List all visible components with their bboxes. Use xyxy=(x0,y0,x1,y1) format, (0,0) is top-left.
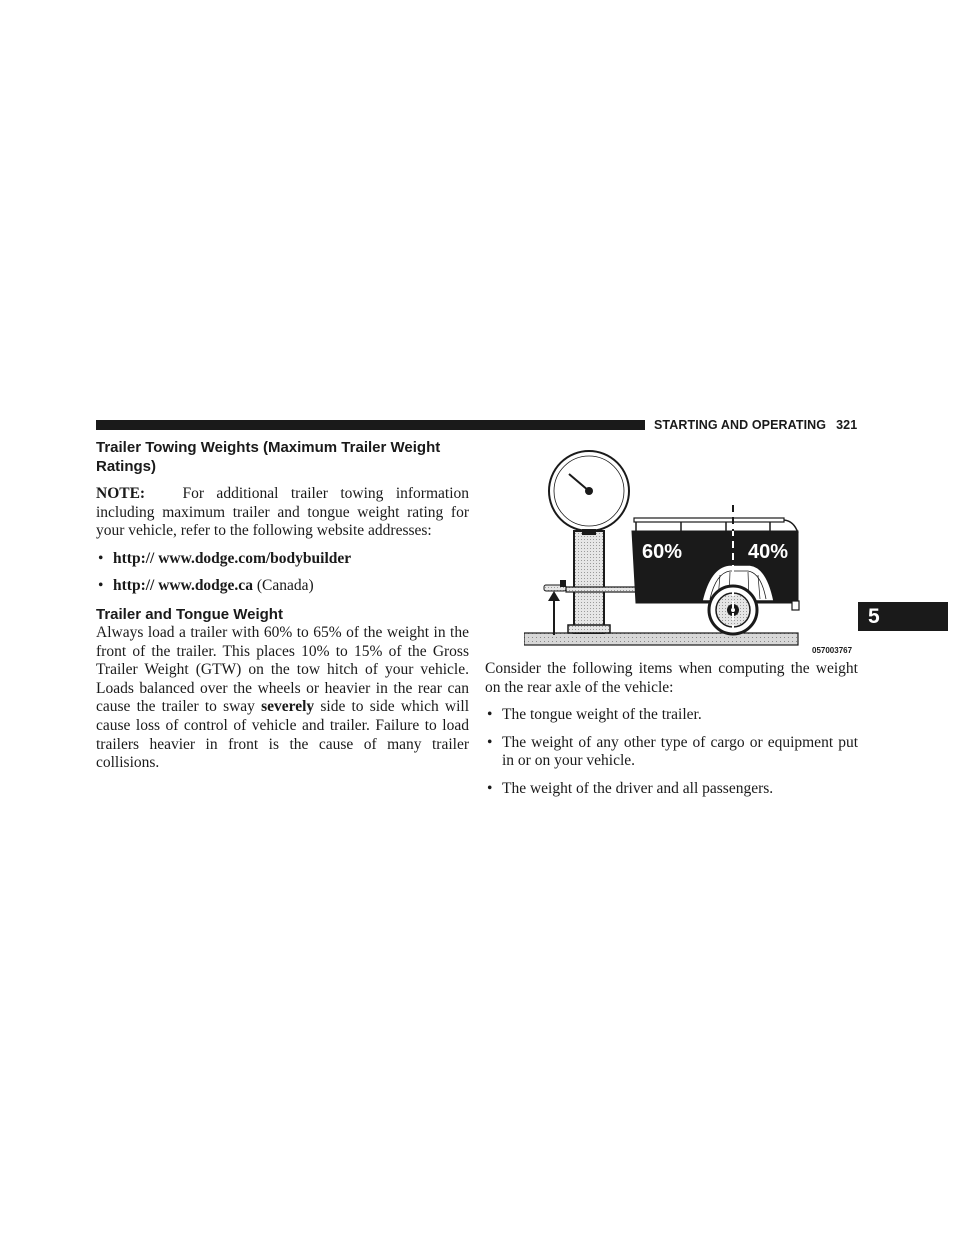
paragraph-text: side to side which will cause loss of control of vehicle and trailer. Failure to load trailers heavier in front is the cause of many trailer collisions. xyxy=(96,698,470,772)
figure-code: 057003767 xyxy=(812,646,853,655)
support-arrow-head xyxy=(548,591,560,601)
website-list xyxy=(96,550,469,596)
scale-hub xyxy=(585,487,593,495)
list-item: • The tongue weight of the trailer. xyxy=(485,706,858,725)
scale-column xyxy=(574,531,604,633)
section-title: STARTING AND OPERATING xyxy=(654,418,827,432)
subsection-heading: Trailer and Tongue Weight xyxy=(96,605,283,623)
front-percent-label: 60% xyxy=(642,541,683,563)
rear-axle-items xyxy=(485,706,858,798)
header-rule xyxy=(96,420,645,430)
note-paragraph xyxy=(96,485,469,541)
trailer-weight-illustration xyxy=(524,449,858,659)
scale-base xyxy=(568,625,610,633)
running-header xyxy=(654,418,857,432)
trailer-top-rail xyxy=(634,518,784,522)
list-item xyxy=(96,550,469,569)
rear-axle-intro: Consider the following items when computing the weight on the rear axle of the vehicle: xyxy=(485,660,858,696)
rear-percent-label: 40% xyxy=(748,541,789,563)
ground-strip xyxy=(524,633,798,645)
note-label: NOTE: xyxy=(96,485,146,502)
link-suffix: (Canada) xyxy=(256,577,314,595)
left-column xyxy=(96,438,469,773)
page-number: 321 xyxy=(836,418,858,432)
section-heading: Trailer Towing Weights (Maximum Trailer Weight Ratings) xyxy=(96,439,441,475)
website-link[interactable]: http:// www.dodge.ca xyxy=(113,577,253,595)
tongue-weight-paragraph xyxy=(96,624,469,773)
paragraph-text: Always load a trailer with 60% to 65% of the weight in the front of the trailer. This places 10% to 15% of the Gross Trailer Weight (GTW) on the tow hitch of your vehicle. Loads balanced over the wheels or heavier in the rear can cause the trailer to sway xyxy=(96,623,469,716)
trailer-tongue xyxy=(566,587,636,592)
chapter-tab: 5 xyxy=(858,602,948,631)
list-item xyxy=(96,577,469,596)
emphasis-text: severely xyxy=(261,698,315,716)
hitch-ball xyxy=(560,580,566,587)
right-column xyxy=(485,660,858,808)
list-item: • The weight of any other type of cargo or equipment put in or on your vehicle. xyxy=(485,734,858,771)
rear-jack xyxy=(792,601,799,610)
note-text: For additional trailer towing information including maximum trailer and tongue weight rating for your vehicle, refer to the following website addresses: xyxy=(96,485,470,540)
list-item: • The weight of the driver and all passengers. xyxy=(485,780,858,799)
website-link[interactable]: http:// www.dodge.com/bodybuilder xyxy=(113,549,352,567)
scale-neck xyxy=(582,529,596,535)
